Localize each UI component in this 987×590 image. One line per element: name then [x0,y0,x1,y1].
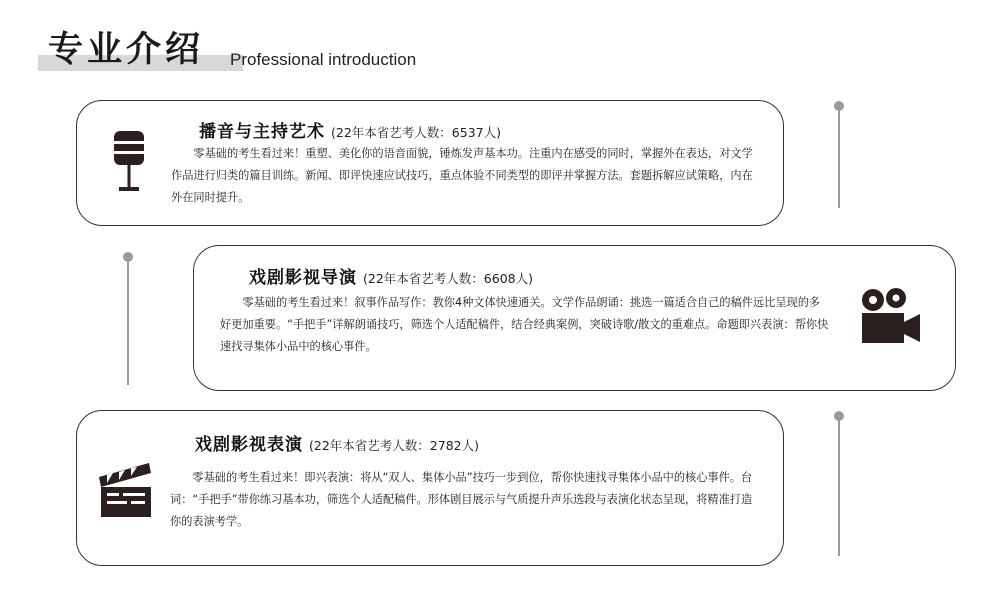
major-name: 戏剧影视导演 [249,268,357,288]
major-stat: (22年本省艺考人数：2782人) [309,438,479,453]
timeline-line [838,108,840,208]
section-subtitle: Professional introduction [230,50,417,69]
major-card-acting [76,410,784,566]
timeline-line [838,418,840,556]
major-title [195,430,479,455]
section-title: 专业介绍 [48,30,205,70]
film-camera-icon [858,286,922,346]
major-name: 播音与主持艺术 [199,122,325,142]
major-description: 零基础的考生看过来！重塑、美化你的语音面貌，锤炼发声基本功。注重内在感受的同时，掌握外在表达，对文学作品进行归类的篇目训练。新闻、即评快速应试技巧，重点体验不同类型的即评并掌握方法。套题拆解应试策略，内在外在同时提升。 [171,147,753,204]
major-card-directing [193,245,956,391]
major-name: 戏剧影视表演 [195,435,303,455]
major-card-broadcasting [76,100,784,226]
microphone-icon [111,129,147,195]
major-description: 零基础的考生看过来！叙事作品写作：教你4种文体快速通关。文学作品朗诵：挑选一篇适合自己的稿件远比呈现的多好更加重要。“手把手”详解朗诵技巧，筛选个人适配稿件，结合经典案例，突破诗歌/散文的重难点。命题即兴表演：帮你快速找寻集体小品中的核心事件。 [220,296,829,353]
major-title [199,117,501,142]
major-title [249,263,533,288]
section-header [38,26,458,74]
major-stat: (22年本省艺考人数：6608人) [363,271,533,286]
major-description: 零基础的考生看过来！即兴表演：将从“双人、集体小品”技巧一步到位，帮你快速找寻集体小品中的核心事件。台词：“手把手”带你练习基本功，筛选个人适配稿件。形体剧目展示与气质提升声乐选段与表演化状态呈现，将精准打造你的表演考学。 [170,471,753,528]
timeline-line [127,259,129,385]
major-stat: (22年本省艺考人数：6537人) [331,125,501,140]
clapperboard-icon [97,461,153,519]
